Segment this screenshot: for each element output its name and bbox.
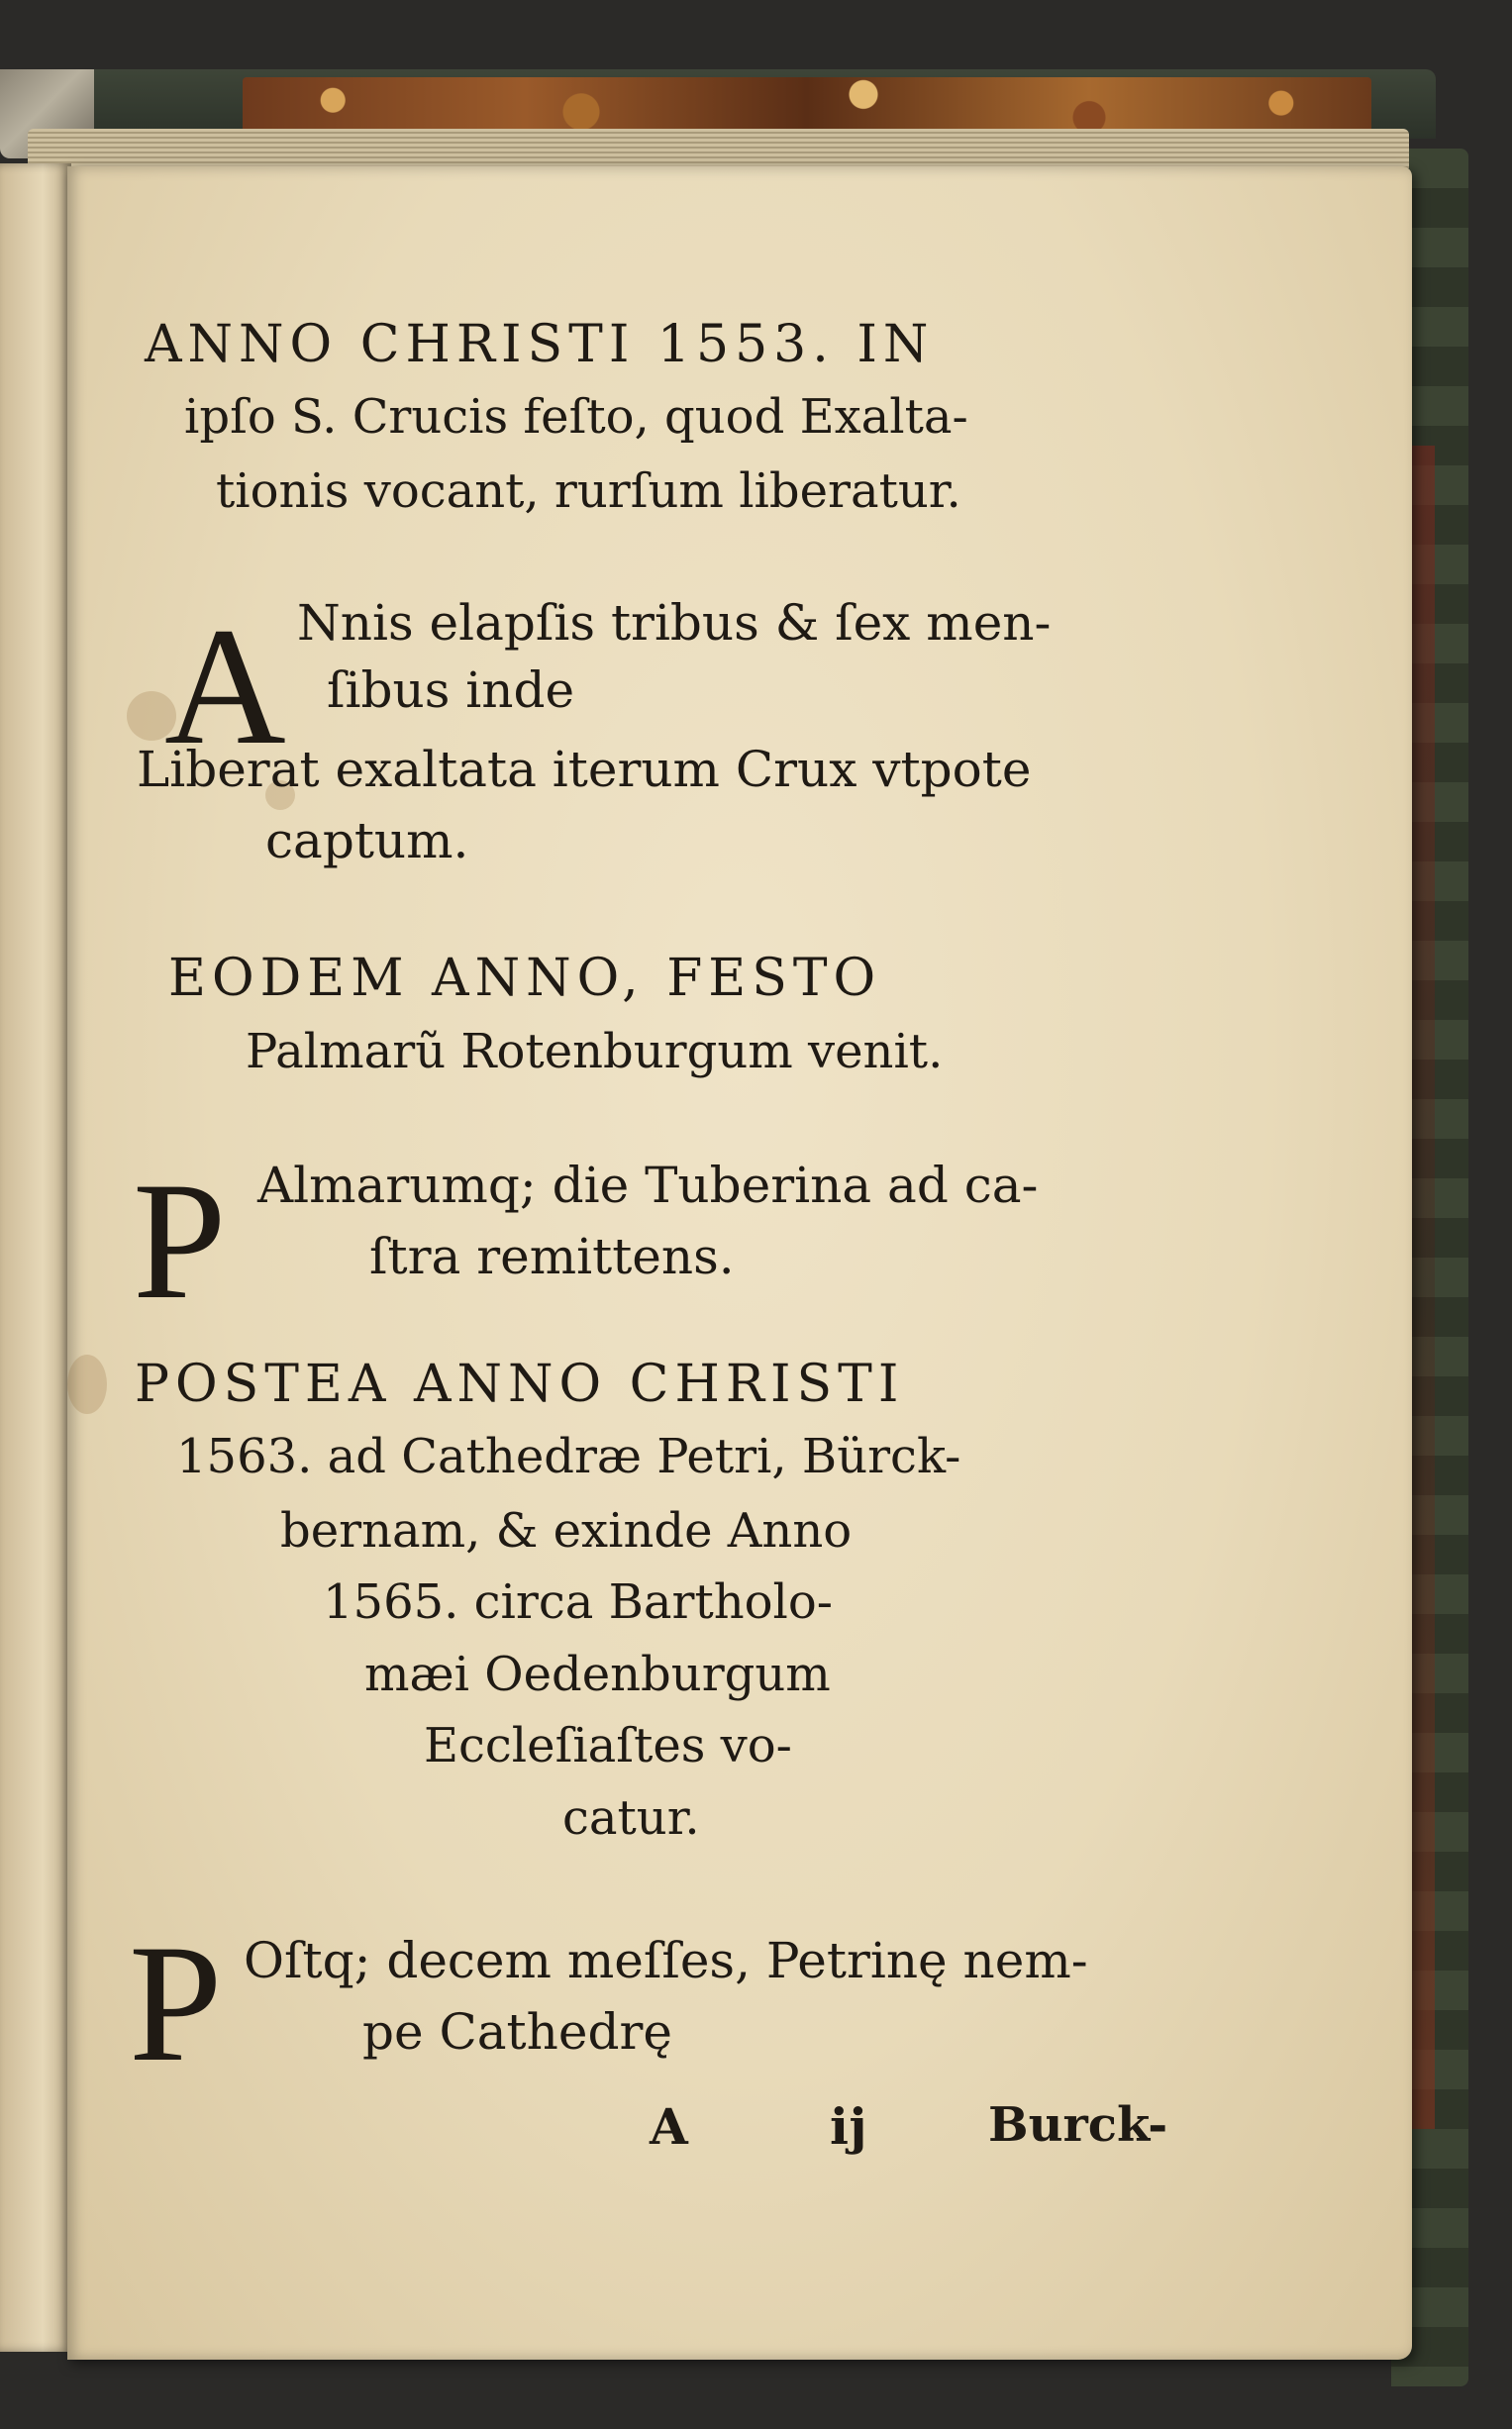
body-line: Eccleſiaſtes vo- bbox=[424, 1718, 792, 1773]
heading-line: ANNO CHRISTI 1553. IN bbox=[145, 315, 935, 374]
verse-line: Nnis elapſis tribus & ſex men- bbox=[297, 594, 1052, 652]
body-line: 1563. ad Cathedræ Petri, Bürck- bbox=[176, 1429, 961, 1484]
catchword: Burck- bbox=[988, 2097, 1168, 2153]
body-line: catur. bbox=[562, 1790, 700, 1846]
verse-line: ſtra remittens. bbox=[369, 1228, 735, 1285]
book-page bbox=[67, 166, 1412, 2360]
heading-line: POSTEA ANNO CHRISTI bbox=[135, 1355, 905, 1414]
verse-line: ſibus inde bbox=[327, 661, 575, 719]
body-line: 1565. circa Bartholo- bbox=[323, 1574, 834, 1630]
signature-mark: A bbox=[650, 2097, 688, 2156]
signature-mark: ĳ bbox=[830, 2097, 867, 2156]
marbled-edge bbox=[243, 77, 1371, 135]
drop-cap: A bbox=[164, 593, 286, 779]
heading-line: Palmarũ Rotenburgum venit. bbox=[246, 1024, 944, 1079]
body-line: mæi Oedenburgum bbox=[364, 1647, 831, 1702]
drop-cap: P bbox=[133, 1148, 227, 1334]
heading-line: ipſo S. Crucis feſto, quod Exalta- bbox=[184, 389, 968, 445]
page-edges bbox=[28, 129, 1409, 168]
heading-line: EODEM ANNO, FESTO bbox=[168, 949, 882, 1008]
body-line: bernam, & exinde Anno bbox=[280, 1503, 853, 1559]
verse-line: Almarumq; die Tuberina ad ca- bbox=[257, 1157, 1039, 1214]
verse-line: captum. bbox=[265, 812, 469, 869]
verse-line: pe Cathedrę bbox=[362, 2003, 672, 2061]
verse-line: Liberat exaltata iterum Crux vtpote bbox=[137, 741, 1032, 798]
drop-cap: P bbox=[129, 1910, 223, 2096]
verse-line: Oſtq; decem meſſes, Petrinę nem- bbox=[244, 1932, 1088, 1989]
stain bbox=[67, 1355, 107, 1414]
facing-page-edge bbox=[0, 163, 71, 2352]
heading-line: tionis vocant, rurſum liberatur. bbox=[216, 463, 961, 519]
